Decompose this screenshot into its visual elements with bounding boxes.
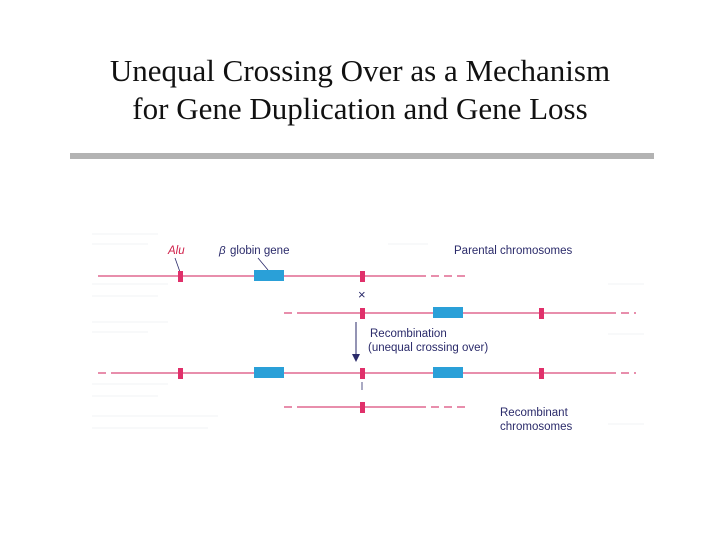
title-line-1: Unequal Crossing Over as a Mechanism: [109, 53, 611, 88]
beta-globin-gene-box: [433, 367, 463, 378]
diagram-canvas: [88, 224, 648, 444]
beta-globin-gene-box: [254, 270, 284, 281]
crossover-symbol: ×: [358, 287, 366, 302]
alu-marker: [360, 271, 365, 282]
parental-chromosomes-label: Parental chromosomes: [454, 245, 573, 257]
alu-marker: [360, 402, 365, 413]
recombination-label: Recombination: [370, 328, 447, 340]
alu-marker: [178, 368, 183, 379]
globin-gene-label: globin gene: [230, 245, 290, 257]
alu-marker: [178, 271, 183, 282]
alu-marker: [360, 368, 365, 379]
unequal-crossing-over-diagram: [88, 224, 648, 444]
beta-symbol: β: [219, 245, 226, 257]
alu-marker: [360, 308, 365, 319]
alu-label: Alu: [168, 245, 185, 257]
alu-marker: [539, 308, 544, 319]
beta-globin-gene-box: [254, 367, 284, 378]
chromosomes-label: chromosomes: [500, 421, 573, 433]
alu-marker: [539, 368, 544, 379]
title-line-2: for Gene Duplication and Gene Loss: [132, 91, 588, 126]
title-divider: [70, 153, 654, 159]
slide-title: [0, 52, 720, 128]
beta-globin-gene-box: [433, 307, 463, 318]
unequal-crossing-over-label: (unequal crossing over): [368, 342, 489, 354]
recombinant-label: Recombinant: [500, 407, 568, 419]
